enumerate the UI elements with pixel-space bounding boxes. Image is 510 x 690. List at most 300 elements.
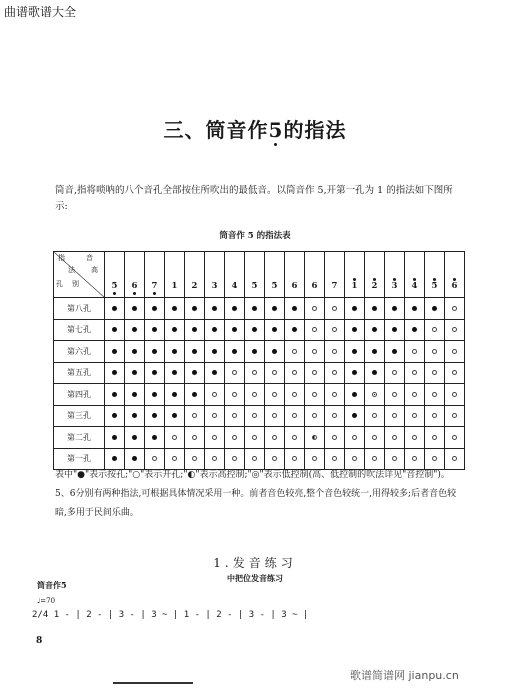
closed-hole-icon: [172, 392, 177, 397]
closed-hole-icon: [352, 392, 357, 397]
fingering-cell: [225, 405, 245, 427]
hole-label: 第四孔: [54, 384, 105, 406]
note-digit: 6: [451, 281, 458, 291]
fingering-cell: [425, 384, 445, 406]
fingering-cell: [345, 319, 365, 341]
open-hole-icon: [452, 456, 457, 461]
closed-hole-icon: [132, 413, 137, 418]
closed-hole-icon: [132, 370, 137, 375]
fingering-cell: [365, 384, 385, 406]
fingering-cell: [305, 405, 325, 427]
closed-hole-icon: [132, 435, 137, 440]
open-hole-icon: [332, 349, 337, 354]
fingering-cell: [405, 341, 425, 363]
closed-hole-icon: [112, 327, 117, 332]
note-digit: 3: [211, 281, 218, 291]
closed-hole-icon: [252, 306, 257, 311]
open-hole-icon: [292, 435, 297, 440]
fingering-cell: [225, 319, 245, 341]
note-digit: 7: [151, 281, 158, 291]
fingering-cell: [185, 427, 205, 449]
open-hole-icon: [452, 327, 457, 332]
fingering-cell: [265, 341, 285, 363]
tempo-marking: ♩=70: [37, 597, 56, 605]
closed-hole-icon: [412, 327, 417, 332]
closed-hole-icon: [152, 413, 157, 418]
low-control-icon: [372, 392, 377, 397]
closed-hole-icon: [212, 306, 217, 311]
open-hole-icon: [332, 370, 337, 375]
open-hole-icon: [292, 349, 297, 354]
chapter-title: [0, 114, 510, 143]
hole-label: 第二孔: [54, 427, 105, 449]
fingering-cell: [125, 341, 145, 363]
open-hole-icon: [312, 413, 317, 418]
table-header-row: [54, 252, 465, 298]
closed-hole-icon: [152, 370, 157, 375]
open-hole-icon: [432, 435, 437, 440]
closed-hole-icon: [352, 370, 357, 375]
fingering-cell: [345, 427, 365, 449]
open-hole-icon: [312, 370, 317, 375]
table-title: 筒音作 5 的指法表: [219, 231, 291, 241]
open-hole-icon: [392, 392, 397, 397]
hole-label: 第六孔: [54, 341, 105, 363]
chapter-title-pre: 三、筒音作: [163, 118, 269, 142]
open-hole-icon: [192, 456, 197, 461]
fingering-cell: [145, 405, 165, 427]
fingering-cell: [385, 341, 405, 363]
note-header: [265, 252, 285, 298]
note-digit: 6: [291, 281, 298, 291]
fingering-cell: [425, 341, 445, 363]
fingering-cell: [125, 298, 145, 320]
open-hole-icon: [332, 413, 337, 418]
closed-hole-icon: [132, 327, 137, 332]
fingering-cell: [185, 384, 205, 406]
fingering-cell: [205, 384, 225, 406]
corner-label: 高: [91, 266, 98, 274]
fingering-table: [53, 251, 465, 470]
open-hole-icon: [392, 456, 397, 461]
open-hole-icon: [452, 349, 457, 354]
hole-label: 第七孔: [54, 319, 105, 341]
fingering-cell: [265, 384, 285, 406]
open-hole-icon: [352, 435, 357, 440]
open-hole-icon: [452, 392, 457, 397]
closed-hole-icon: [372, 370, 377, 375]
open-hole-icon: [272, 370, 277, 375]
fingering-cell: [285, 427, 305, 449]
note-header: [425, 252, 445, 298]
open-hole-icon: [312, 349, 317, 354]
open-hole-icon: [252, 392, 257, 397]
closed-hole-icon: [172, 327, 177, 332]
closed-hole-icon: [112, 306, 117, 311]
note-header: [105, 252, 125, 298]
fingering-cell: [445, 362, 465, 384]
open-hole-icon: [412, 392, 417, 397]
open-hole-icon: [232, 456, 237, 461]
closed-hole-icon: [212, 349, 217, 354]
fingering-cell: [245, 362, 265, 384]
fingering-cell: [165, 319, 185, 341]
closed-hole-icon: [112, 435, 117, 440]
fingering-cell: [425, 427, 445, 449]
fingering-cell: [145, 384, 165, 406]
table-row: [54, 362, 465, 384]
closed-hole-icon: [352, 306, 357, 311]
closed-hole-icon: [192, 349, 197, 354]
fingering-cell: [245, 298, 265, 320]
open-hole-icon: [372, 435, 377, 440]
closed-hole-icon: [172, 413, 177, 418]
fingering-cell: [165, 362, 185, 384]
fingering-cell: [165, 298, 185, 320]
open-hole-icon: [252, 456, 257, 461]
open-hole-icon: [292, 456, 297, 461]
fingering-cell: [325, 384, 345, 406]
open-hole-icon: [232, 392, 237, 397]
fingering-cell: [245, 319, 265, 341]
open-hole-icon: [212, 413, 217, 418]
bottom-fragment: [113, 682, 193, 684]
open-hole-icon: [252, 370, 257, 375]
fingering-cell: [245, 341, 265, 363]
fingering-cell: [425, 298, 445, 320]
fingering-cell: [385, 384, 405, 406]
note-header: [445, 252, 465, 298]
open-hole-icon: [412, 435, 417, 440]
table-row: [54, 341, 465, 363]
closed-hole-icon: [232, 306, 237, 311]
open-hole-icon: [332, 392, 337, 397]
open-hole-icon: [452, 413, 457, 418]
fingering-cell: [305, 341, 325, 363]
closed-hole-icon: [372, 327, 377, 332]
fingering-cell: [145, 427, 165, 449]
fingering-cell: [185, 319, 205, 341]
closed-hole-icon: [192, 370, 197, 375]
fingering-cell: [285, 298, 305, 320]
fingering-cell: [385, 319, 405, 341]
open-hole-icon: [232, 435, 237, 440]
fingering-cell: [225, 362, 245, 384]
fingering-cell: [285, 341, 305, 363]
closed-hole-icon: [212, 327, 217, 332]
note-header: [345, 252, 365, 298]
closed-hole-icon: [392, 349, 397, 354]
note-header: [245, 252, 265, 298]
open-hole-icon: [452, 370, 457, 375]
open-hole-icon: [312, 392, 317, 397]
fingering-cell: [305, 384, 325, 406]
closed-hole-icon: [372, 349, 377, 354]
fingering-cell: [205, 427, 225, 449]
closed-hole-icon: [192, 327, 197, 332]
fingering-cell: [325, 319, 345, 341]
open-hole-icon: [412, 370, 417, 375]
closed-hole-icon: [352, 413, 357, 418]
intro-paragraph: 筒音,指将唢呐的八个音孔全部按住所吹出的最低音。以筒音作 5,开第一孔为 1 的指法如下图所示:: [55, 185, 453, 212]
fingering-cell: [165, 384, 185, 406]
closed-hole-icon: [132, 306, 137, 311]
fingering-cell: [105, 427, 125, 449]
fingering-cell: [105, 405, 125, 427]
fingering-cell: [445, 298, 465, 320]
fingering-cell: [125, 319, 145, 341]
open-hole-icon: [272, 392, 277, 397]
hole-label: 第八孔: [54, 298, 105, 320]
fingering-cell: [205, 298, 225, 320]
closed-hole-icon: [192, 306, 197, 311]
exercise-subtitle: 中把位发音练习: [227, 573, 283, 583]
open-hole-icon: [352, 456, 357, 461]
hole-label: 第三孔: [54, 405, 105, 427]
chapter-title-note: 5: [268, 118, 284, 142]
open-hole-icon: [412, 349, 417, 354]
fingering-cell: [185, 298, 205, 320]
closed-hole-icon: [152, 392, 157, 397]
fingering-cell: [265, 319, 285, 341]
site-header: 曲谱歌谱大全: [4, 5, 77, 19]
closed-hole-icon: [372, 306, 377, 311]
note-digit: 3: [391, 281, 398, 291]
fingering-cell: [285, 362, 305, 384]
fingering-cell: [365, 341, 385, 363]
fingering-cell: [445, 319, 465, 341]
closed-hole-icon: [352, 349, 357, 354]
closed-hole-icon: [152, 327, 157, 332]
open-hole-icon: [392, 413, 397, 418]
fingering-cell: [325, 341, 345, 363]
note-header: [325, 252, 345, 298]
closed-hole-icon: [412, 306, 417, 311]
open-hole-icon: [252, 435, 257, 440]
fingering-cell: [365, 298, 385, 320]
fingering-cell: [305, 427, 325, 449]
open-hole-icon: [212, 435, 217, 440]
key-signature: 筒音作5: [37, 580, 67, 590]
open-hole-icon: [272, 413, 277, 418]
open-hole-icon: [172, 435, 177, 440]
closed-hole-icon: [292, 306, 297, 311]
fingering-cell: [165, 341, 185, 363]
fingering-cell: [405, 427, 425, 449]
closed-hole-icon: [152, 306, 157, 311]
note-digit: 1: [351, 281, 358, 291]
fingering-cell: [325, 298, 345, 320]
closed-hole-icon: [292, 327, 297, 332]
closed-hole-icon: [172, 306, 177, 311]
corner-label: 音: [86, 254, 93, 262]
note-header: [285, 252, 305, 298]
fingering-cell: [345, 384, 365, 406]
note-digit: 4: [411, 281, 418, 291]
note-header: [305, 252, 325, 298]
note-digit: 1: [171, 281, 178, 291]
closed-hole-icon: [172, 349, 177, 354]
fingering-cell: [445, 384, 465, 406]
open-hole-icon: [412, 413, 417, 418]
note-header: [185, 252, 205, 298]
fingering-cell: [405, 384, 425, 406]
fingering-cell: [145, 319, 165, 341]
fingering-cell: [105, 298, 125, 320]
closed-hole-icon: [172, 370, 177, 375]
fingering-cell: [365, 319, 385, 341]
open-hole-icon: [432, 327, 437, 332]
fingering-cell: [385, 362, 405, 384]
open-hole-icon: [232, 370, 237, 375]
fingering-cell: [325, 405, 345, 427]
fingering-cell: [425, 405, 445, 427]
closed-hole-icon: [432, 306, 437, 311]
open-hole-icon: [452, 306, 457, 311]
fingering-cell: [165, 405, 185, 427]
open-hole-icon: [332, 456, 337, 461]
open-hole-icon: [292, 413, 297, 418]
note-header: [205, 252, 225, 298]
open-hole-icon: [312, 327, 317, 332]
open-hole-icon: [152, 456, 157, 461]
fingering-cell: [345, 362, 365, 384]
note-digit: 2: [371, 281, 378, 291]
fingering-cell: [285, 319, 305, 341]
fingering-cell: [425, 362, 445, 384]
note-digit: 5: [111, 281, 118, 291]
open-hole-icon: [392, 370, 397, 375]
hole-label: 第一孔: [54, 448, 105, 470]
closed-hole-icon: [112, 370, 117, 375]
hole-label: 第五孔: [54, 362, 105, 384]
table-row: [54, 384, 465, 406]
notation-measures: 1 - | 2 - | 3 - | 3 ~ | 1 - | 2 - | 3 - | 3 ~ |: [53, 610, 309, 620]
page-number: 8: [36, 636, 43, 646]
table-row: [54, 298, 465, 320]
note-header: [385, 252, 405, 298]
fingering-cell: [205, 341, 225, 363]
fingering-cell: [345, 405, 365, 427]
watermark: 歌谱简谱网 jianpu.cn: [350, 669, 459, 682]
fingering-cell: [145, 362, 165, 384]
table-row: [54, 427, 465, 449]
open-hole-icon: [432, 370, 437, 375]
fingering-cell: [285, 405, 305, 427]
open-hole-icon: [432, 413, 437, 418]
fingering-cell: [345, 341, 365, 363]
open-hole-icon: [272, 456, 277, 461]
fingering-cell: [225, 384, 245, 406]
open-hole-icon: [252, 413, 257, 418]
corner-label: 孔: [56, 280, 63, 288]
notation-line: [32, 610, 472, 640]
closed-hole-icon: [112, 456, 117, 461]
fingering-cell: [125, 384, 145, 406]
open-hole-icon: [192, 435, 197, 440]
closed-hole-icon: [112, 349, 117, 354]
closed-hole-icon: [112, 413, 117, 418]
open-hole-icon: [372, 456, 377, 461]
fingering-cell: [125, 427, 145, 449]
fingering-cell: [305, 362, 325, 384]
fingering-cell: [385, 298, 405, 320]
table-body: [54, 298, 465, 470]
table-row: [54, 405, 465, 427]
fingering-cell: [345, 298, 365, 320]
open-hole-icon: [372, 413, 377, 418]
closed-hole-icon: [152, 435, 157, 440]
fingering-cell: [265, 427, 285, 449]
fingering-cell: [185, 341, 205, 363]
fingering-cell: [205, 362, 225, 384]
open-hole-icon: [172, 456, 177, 461]
note-digit: 6: [131, 281, 138, 291]
closed-hole-icon: [152, 349, 157, 354]
fingering-cell: [225, 341, 245, 363]
note-header: [365, 252, 385, 298]
fingering-cell: [265, 298, 285, 320]
open-hole-icon: [192, 413, 197, 418]
half-hole-icon: [312, 435, 317, 440]
closed-hole-icon: [132, 392, 137, 397]
closed-hole-icon: [132, 349, 137, 354]
closed-hole-icon: [352, 327, 357, 332]
closed-hole-icon: [272, 349, 277, 354]
note-header: [125, 252, 145, 298]
note-header: [405, 252, 425, 298]
closed-hole-icon: [392, 306, 397, 311]
note-digit: 5: [271, 281, 278, 291]
fingering-cell: [445, 427, 465, 449]
fingering-cell: [305, 298, 325, 320]
fingering-cell: [185, 405, 205, 427]
fingering-cell: [365, 405, 385, 427]
fingering-cell: [245, 384, 265, 406]
fingering-cell: [405, 405, 425, 427]
fingering-cell: [445, 405, 465, 427]
open-hole-icon: [332, 306, 337, 311]
table-corner-cell: [54, 252, 105, 298]
closed-hole-icon: [272, 306, 277, 311]
closed-hole-icon: [132, 456, 137, 461]
fingering-cell: [125, 405, 145, 427]
open-hole-icon: [332, 435, 337, 440]
fingering-cell: [245, 427, 265, 449]
open-hole-icon: [332, 327, 337, 332]
fingering-cell: [325, 362, 345, 384]
fingering-cell: [205, 319, 225, 341]
fingering-cell: [265, 405, 285, 427]
open-hole-icon: [212, 392, 217, 397]
chapter-title-post: 的指法: [283, 118, 347, 142]
fingering-cell: [425, 319, 445, 341]
open-hole-icon: [232, 413, 237, 418]
closed-hole-icon: [252, 327, 257, 332]
fingering-cell: [445, 341, 465, 363]
fingering-cell: [225, 298, 245, 320]
open-hole-icon: [412, 456, 417, 461]
open-hole-icon: [312, 306, 317, 311]
fingering-cell: [385, 427, 405, 449]
fingering-cell: [365, 362, 385, 384]
note-digit: 5: [431, 281, 438, 291]
closed-hole-icon: [252, 349, 257, 354]
open-hole-icon: [212, 456, 217, 461]
corner-label: 指: [58, 254, 65, 262]
note-header: [145, 252, 165, 298]
table-row: [54, 319, 465, 341]
